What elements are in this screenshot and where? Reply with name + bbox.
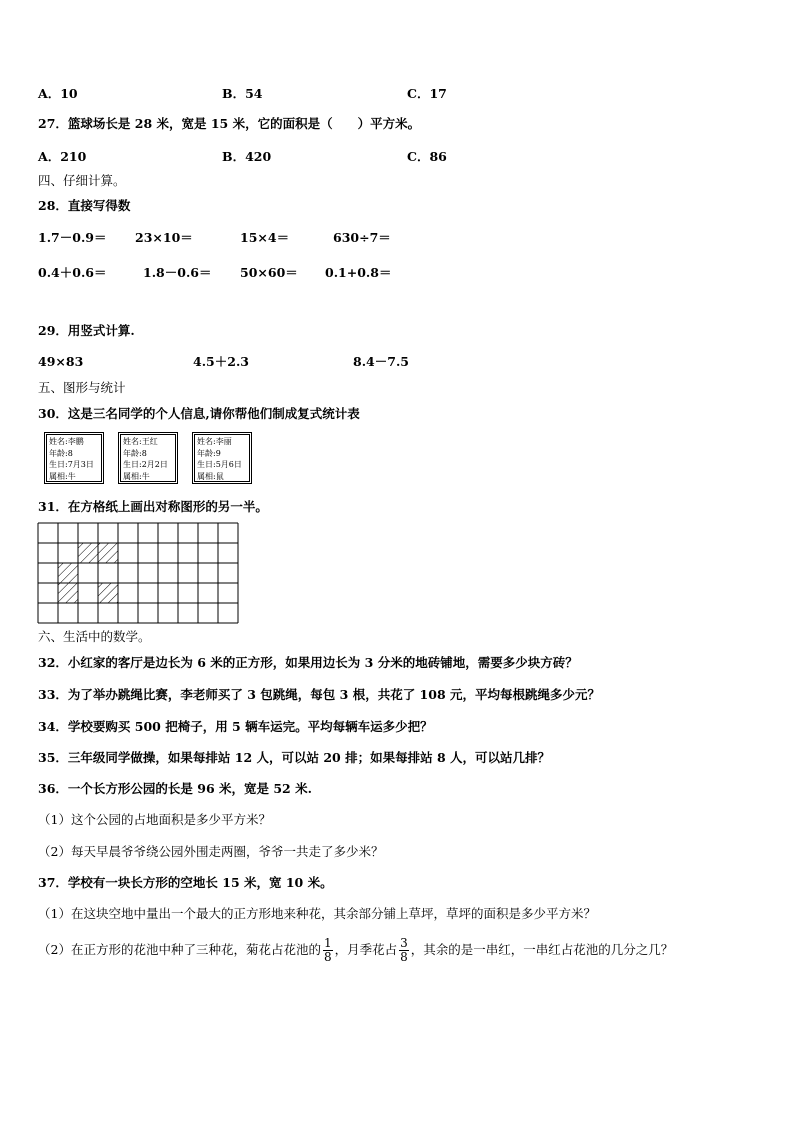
q32-text: 32．小红家的客厅是边长为 6 米的正方形，如果用边长为 3 分米的地砖铺地，需要多少块方砖？ xyxy=(38,655,578,670)
card-3-name: 姓名:李丽 xyxy=(197,437,232,446)
q37-part-2 xyxy=(38,933,673,967)
q28-r1-1: 1.7－0.9＝ xyxy=(38,230,107,245)
section-4-heading: 四、仔细计算。 xyxy=(38,173,126,188)
card-2-age: 年龄:8 xyxy=(123,448,147,458)
grid-paper xyxy=(36,522,246,626)
section-5-heading: 五、图形与统计 xyxy=(38,380,126,395)
q26-option-b: B．54 xyxy=(222,86,263,101)
q26-option-c: C．17 xyxy=(407,86,447,101)
card-2-birthday: 生日:2月2日 xyxy=(123,460,168,469)
q31-title: 31．在方格纸上画出对称图形的另一半。 xyxy=(38,499,268,514)
q36-title: 36．一个长方形公园的长是 96 米，宽是 52 米. xyxy=(38,781,312,796)
q36-part-1: （1）这个公园的占地面积是多少平方米？ xyxy=(38,812,271,827)
q37-title: 37．学校有一块长方形的空地长 15 米，宽 10 米。 xyxy=(38,875,333,890)
q36-part-2: （2）每天早晨爷爷绕公园外围走两圈，爷爷一共走了多少米？ xyxy=(38,844,384,859)
q28-r2-3: 50×60＝ xyxy=(240,265,298,280)
q27-option-a: A．210 xyxy=(38,149,87,164)
q37-part-2-a: （2）在正方形的花池中种了三种花，菊花占花池的 xyxy=(38,942,321,957)
q33-text: 33．为了举办跳绳比赛，李老师买了 3 包跳绳，每包 3 根，共花了 108 元，平均每根跳绳多少元？ xyxy=(38,687,600,702)
q28-r1-3: 15×4＝ xyxy=(240,230,290,245)
q34-text: 34．学校要购买 500 把椅子，用 5 辆车运完。平均每辆车运多少把？ xyxy=(38,719,433,734)
q28-r2-2: 1.8－0.6＝ xyxy=(143,265,212,280)
card-2-name: 姓名:王红 xyxy=(123,437,158,446)
hatched-half-shape xyxy=(58,543,118,603)
q27-option-c: C．86 xyxy=(407,149,447,164)
section-6-heading: 六、生活中的数学。 xyxy=(38,629,151,644)
card-3-zodiac: 属相:鼠 xyxy=(197,471,224,481)
info-card-1 xyxy=(44,432,104,484)
q29-item-1: 49×83 xyxy=(38,354,84,369)
card-1-age: 年龄:8 xyxy=(49,448,73,458)
q28-r1-2: 23×10＝ xyxy=(135,230,193,245)
fraction-three-eighths: $\frac{3}{8}$ xyxy=(400,936,408,964)
q28-r2-4: 0.1+0.8＝ xyxy=(325,265,392,280)
card-1-birthday: 生日:7月3日 xyxy=(49,460,94,469)
q37-part-2-b: ，月季花占 xyxy=(334,942,398,957)
q29-item-2: 4.5＋2.3 xyxy=(193,354,249,369)
info-card-3 xyxy=(192,432,252,484)
card-1-name: 姓名:李鹏 xyxy=(49,437,84,446)
q27-option-b: B．420 xyxy=(222,149,272,164)
card-2-zodiac: 属相:牛 xyxy=(123,471,150,481)
q28-title: 28．直接写得数 xyxy=(38,198,131,213)
q29-title: 29．用竖式计算. xyxy=(38,323,135,338)
q27-text: 27．篮球场长是 28 米，宽是 15 米，它的面积是（ ）平方米。 xyxy=(38,116,421,131)
card-1-zodiac: 属相:牛 xyxy=(49,471,76,481)
q28-r1-4: 630÷7＝ xyxy=(333,230,391,245)
q30-title: 30．这是三名同学的个人信息,请你帮他们制成复式统计表 xyxy=(38,406,360,421)
card-3-age: 年龄:9 xyxy=(197,448,221,458)
q29-item-3: 8.4－7.5 xyxy=(353,354,409,369)
fraction-one-eighth: $\frac{1}{8}$ xyxy=(323,936,332,964)
q37-part-1: （1）在这块空地中量出一个最大的正方形地来种花，其余部分铺上草坪，草坪的面积是多少平方米？ xyxy=(38,906,596,921)
q35-text: 35．三年级同学做操，如果每排站 12 人，可以站 20 排；如果每排站 8 人，可以站几排？ xyxy=(38,750,550,765)
q28-r2-1: 0.4＋0.6＝ xyxy=(38,265,107,280)
info-card-2 xyxy=(118,432,178,484)
q26-option-a: A．10 xyxy=(38,86,78,101)
card-3-birthday: 生日:5月6日 xyxy=(197,460,242,469)
q37-part-2-c: ，其余的是一串红，一串红占花池的几分之几？ xyxy=(410,942,674,957)
